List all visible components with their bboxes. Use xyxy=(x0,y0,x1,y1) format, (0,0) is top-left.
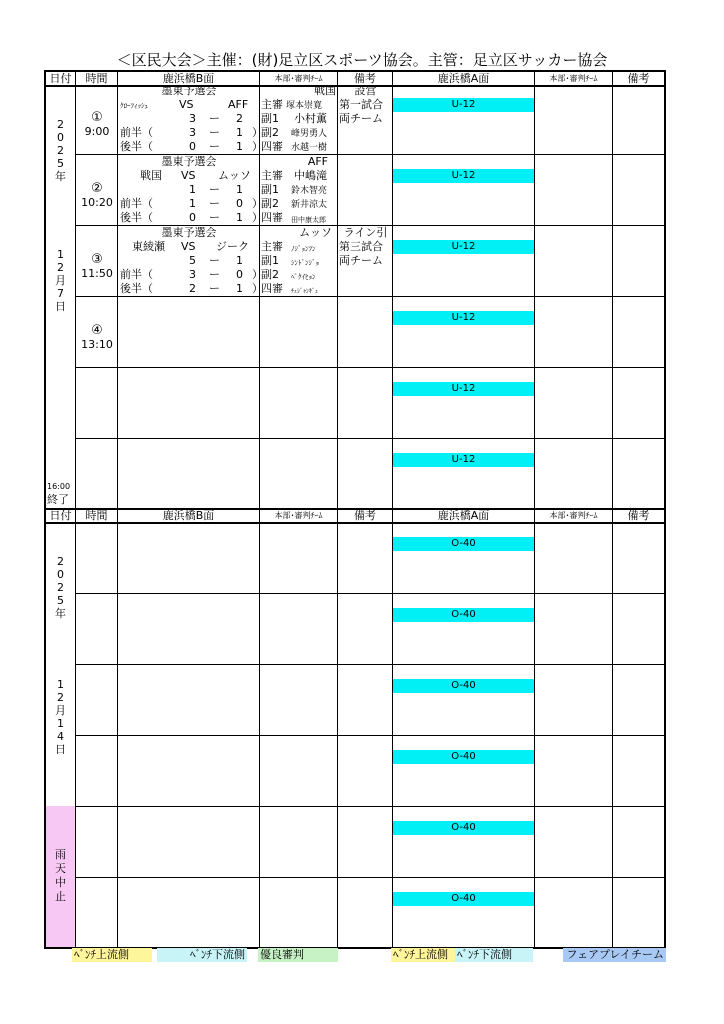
second-half-label: 後半（ xyxy=(120,140,153,153)
score-away: 1 xyxy=(236,183,243,196)
score-dash: ー xyxy=(209,211,220,224)
match-time: 9:00 xyxy=(84,125,110,138)
away-team: ムッソ xyxy=(218,169,251,182)
match-time: 11:50 xyxy=(81,267,113,280)
schedule-table-dec7 xyxy=(44,70,666,510)
hq-team: AFF xyxy=(307,155,328,168)
second-half-away: 1 xyxy=(236,140,243,153)
legend-bench-downstream: ﾍﾞﾝﾁ下流側 xyxy=(157,948,247,962)
hq-team: ムッソ xyxy=(299,226,332,239)
field-a-category-band: O-40 xyxy=(393,892,534,906)
field-a-category-band: U-12 xyxy=(393,382,534,396)
table-header xyxy=(46,509,664,524)
second-half-home: 0 xyxy=(189,211,196,224)
ref-role: 主審 xyxy=(261,240,283,253)
score-dash: ー xyxy=(209,112,220,125)
second-half-away: 1 xyxy=(236,282,243,295)
paren-close: ） xyxy=(252,197,263,210)
score-home: 5 xyxy=(189,254,196,267)
divider xyxy=(117,85,118,510)
match-time: 10:20 xyxy=(81,196,113,209)
field-a-category-band: O-40 xyxy=(393,750,534,764)
field-a-category-band: U-12 xyxy=(393,169,534,183)
field-a-category-band: U-12 xyxy=(393,453,534,467)
end-label: 終了 xyxy=(47,493,69,506)
vs-label: VS xyxy=(181,169,196,182)
ref-role: 副2 xyxy=(261,197,279,210)
ref-role: 副1 xyxy=(261,183,279,196)
second-half-home: 2 xyxy=(189,282,196,295)
league-name: 墨東予選会 xyxy=(161,84,217,97)
home-team: ｸﾛｰﾌｨｯｼｭ xyxy=(120,102,148,110)
row-divider xyxy=(75,877,664,878)
note-line: 設営 xyxy=(354,84,377,97)
legend-bench-downstream-a: ﾍﾞﾝﾁ下流側 xyxy=(455,948,533,962)
score-dash: ー xyxy=(209,126,220,139)
ref-role: 副2 xyxy=(261,268,279,281)
row-divider xyxy=(75,593,664,594)
row-divider xyxy=(75,296,664,297)
paren-close: ） xyxy=(252,282,263,295)
note-line: ライン引 xyxy=(343,226,388,239)
first-half-label: 前半（ xyxy=(120,268,153,281)
row-divider xyxy=(75,735,664,736)
header-notes-a: 備考 xyxy=(627,509,650,522)
paren-close: ） xyxy=(252,211,263,224)
score-dash: ー xyxy=(209,197,220,210)
legend-bench-upstream-a: ﾍﾞﾝﾁ上流側 xyxy=(391,948,457,962)
ref-role: 四審 xyxy=(261,211,283,224)
divider xyxy=(75,85,76,510)
header-time: 時間 xyxy=(76,72,118,85)
ref-role: 主審 xyxy=(261,98,283,111)
score-dash: ー xyxy=(209,254,220,267)
ref-name: ﾁｪｼﾞｬﾝｷﾞｭ xyxy=(291,288,319,295)
hq-team: 戦国 xyxy=(314,84,336,97)
field-a-category-band: O-40 xyxy=(393,608,534,622)
field-a-category-band: O-40 xyxy=(393,821,534,835)
paren-close: ） xyxy=(252,126,263,139)
end-time: 16:00 xyxy=(47,482,71,491)
date-label: 2 0 2 5 年 1 2 月 7 日 xyxy=(55,118,66,313)
away-team: ジーク xyxy=(216,240,249,253)
first-half-away: 1 xyxy=(236,126,243,139)
ref-role: 四審 xyxy=(261,140,283,153)
row-divider xyxy=(75,438,664,439)
header-field-a: 鹿浜橋A面 xyxy=(393,72,535,85)
field-a-category-band: U-12 xyxy=(393,311,534,325)
score-home: 3 xyxy=(189,112,196,125)
league-name: 墨東予選会 xyxy=(161,226,217,239)
note-line: 第三試合 xyxy=(339,240,383,253)
row-divider xyxy=(75,664,664,665)
match-time: 13:10 xyxy=(81,338,113,351)
ref-role: 四審 xyxy=(261,282,283,295)
page-title: ＜区民大会＞主催：(財)足立区スポーツ協会。主管：足立区サッカー協会 xyxy=(116,51,608,69)
score-dash: ー xyxy=(209,268,220,281)
ref-name: 峰男勇人 xyxy=(291,129,328,139)
note-line: 第一試合 xyxy=(339,98,383,111)
home-team: 東綾瀬 xyxy=(132,240,165,253)
ref-role: 副2 xyxy=(261,126,279,139)
match-number: ③ xyxy=(91,252,103,267)
ref-name: 鈴木智亮 xyxy=(291,186,328,196)
paren-close: ） xyxy=(252,140,263,153)
divider xyxy=(612,85,613,510)
ref-name: 田中康太郎 xyxy=(291,216,326,224)
legend-bench-upstream: ﾍﾞﾝﾁ上流側 xyxy=(72,948,152,962)
home-team: 戦国 xyxy=(140,169,162,182)
rain-cancel-label: 雨 天 中 止 xyxy=(55,848,66,903)
header-hq-b: 本部･審判ﾁｰﾑ xyxy=(260,509,338,522)
header-notes-b: 備考 xyxy=(338,72,393,85)
first-half-away: 0 xyxy=(236,268,243,281)
header-field-a: 鹿浜橋A面 xyxy=(393,509,535,522)
field-a-category-band: O-40 xyxy=(393,537,534,551)
ref-name: 小村薫 xyxy=(294,112,327,125)
field-a-category-band: O-40 xyxy=(393,679,534,693)
first-half-home: 3 xyxy=(189,126,196,139)
header-hq-a: 本部･審判ﾁｰﾑ xyxy=(535,509,613,522)
score-dash: ー xyxy=(209,140,220,153)
vs-label: VS xyxy=(181,240,196,253)
second-half-home: 0 xyxy=(189,140,196,153)
second-half-label: 後半（ xyxy=(120,282,153,295)
divider xyxy=(392,85,393,510)
league-name: 墨東予選会 xyxy=(161,155,217,168)
divider xyxy=(337,85,338,510)
ref-role: 主審 xyxy=(261,169,283,182)
header-hq-b: 本部･審判ﾁｰﾑ xyxy=(260,72,338,85)
note-line: 両チーム xyxy=(339,112,383,125)
header-date: 日付 xyxy=(46,509,76,522)
header-notes-b: 備考 xyxy=(338,509,393,522)
header-field-b: 鹿浜橋B面 xyxy=(118,72,260,85)
first-half-home: 3 xyxy=(189,268,196,281)
score-dash: ー xyxy=(209,282,220,295)
header-notes-a: 備考 xyxy=(627,72,650,85)
header-field-b: 鹿浜橋B面 xyxy=(118,509,260,522)
score-dash: ー xyxy=(209,183,220,196)
legend-good-referee: 優良審判 xyxy=(258,948,338,962)
row-divider xyxy=(75,806,664,807)
ref-name: 塚本崇寛 xyxy=(286,101,323,111)
ref-name: 新井涼太 xyxy=(291,200,328,210)
second-half-away: 1 xyxy=(236,211,243,224)
note-line: 両チーム xyxy=(339,254,383,267)
divider xyxy=(534,85,535,510)
vs-label: VS xyxy=(179,98,194,111)
ref-role: 副1 xyxy=(261,112,279,125)
row-divider xyxy=(75,367,664,368)
first-half-home: 1 xyxy=(189,197,196,210)
match-number: ① xyxy=(91,110,103,125)
second-half-label: 後半（ xyxy=(120,211,153,224)
match-number: ② xyxy=(91,181,103,196)
legend-fair-play-team: フェアプレイチーム xyxy=(563,948,666,962)
ref-name: ﾉｼﾞｮﾝﾌﾝ xyxy=(291,245,316,253)
first-half-label: 前半（ xyxy=(120,126,153,139)
match-number: ④ xyxy=(91,323,103,338)
first-half-away: 0 xyxy=(236,197,243,210)
ref-name: 水越一樹 xyxy=(291,143,328,153)
field-a-category-band: U-12 xyxy=(393,240,534,254)
header-date: 日付 xyxy=(46,72,76,85)
field-a-category-band: U-12 xyxy=(393,98,534,112)
ref-name: 中嶋滝 xyxy=(294,169,327,182)
score-home: 1 xyxy=(189,183,196,196)
header-time: 時間 xyxy=(76,509,118,522)
paren-close: ） xyxy=(252,268,263,281)
schedule-table-dec14 xyxy=(44,508,666,949)
ref-role: 副1 xyxy=(261,254,279,267)
score-away: 1 xyxy=(236,254,243,267)
away-team: AFF xyxy=(228,98,249,111)
ref-name: ﾍﾟｸｲﾋｮﾝ xyxy=(291,273,316,281)
header-hq-a: 本部･審判ﾁｰﾑ xyxy=(535,72,613,85)
date-label: 2 0 2 5 年 1 2 月 1 4 日 xyxy=(55,555,66,756)
first-half-label: 前半（ xyxy=(120,197,153,210)
score-away: 2 xyxy=(236,112,243,125)
ref-name: ｼﾝﾄﾞﾝｼﾞｮ xyxy=(291,259,319,267)
